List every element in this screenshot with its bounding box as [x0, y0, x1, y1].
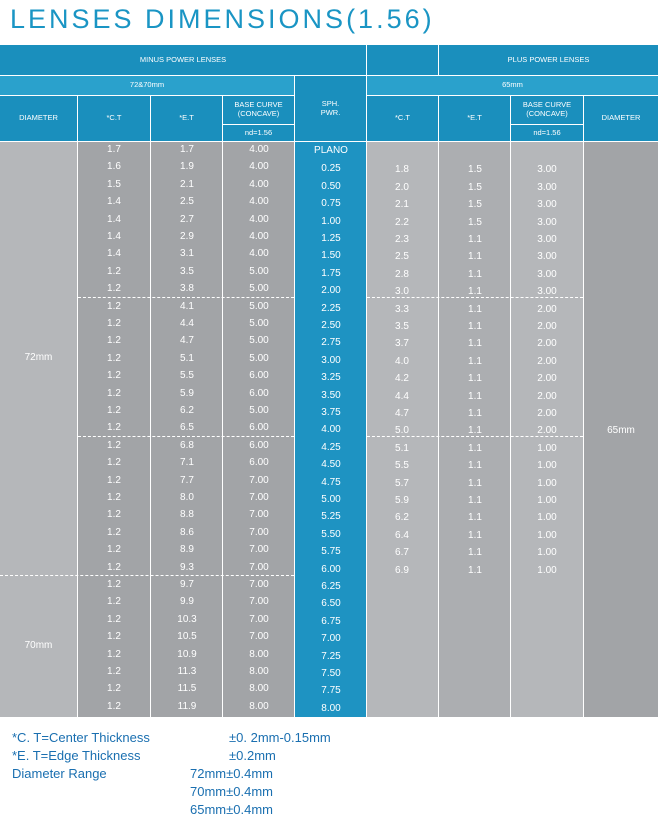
sph-power-value: 7.25: [321, 650, 341, 662]
minus-diameter-header: DIAMETER: [0, 96, 77, 141]
plus-ct-value: 3.0: [395, 286, 409, 298]
minus-base-curve-value: 5.00: [249, 335, 269, 347]
plus-base-curve-header: BASE CURVE (CONCAVE): [511, 96, 583, 124]
minus-base-curve-value: 5.00: [249, 352, 269, 364]
plus-base-curve-value: 3.00: [537, 268, 557, 280]
minus-ct-value: 1.2: [107, 457, 121, 469]
minus-ct-value: 1.7: [107, 144, 121, 155]
plus-ct-value: 2.3: [395, 234, 409, 245]
minus-ct-value: 1.2: [107, 613, 121, 625]
minus-et-value: 10.5: [177, 631, 197, 643]
plus-base-curve-value: 1.00: [537, 460, 557, 472]
plus-base-curve-value: 1.00: [537, 495, 557, 506]
minus-diameter-72: 72mm: [24, 352, 53, 363]
plus-base-curve-value: 1.00: [537, 512, 557, 524]
plus-ct-value: 6.2: [395, 512, 409, 524]
plus-ct-value: 1.8: [395, 164, 409, 176]
plus-ct-value: 2.5: [395, 251, 409, 263]
minus-et-value: 4.7: [180, 335, 194, 347]
minus-et-value: 11.3: [177, 666, 197, 677]
minus-et-value: 11.5: [177, 683, 197, 695]
sph-power-value: 3.50: [321, 389, 341, 401]
diameter-72-tolerance: 72mm±0.4mm: [190, 766, 273, 781]
minus-base-curve-value: 4.00: [249, 213, 269, 225]
plus-ct-value: 5.7: [395, 477, 409, 489]
plus-diameter-range: 65mm: [367, 76, 658, 95]
minus-ct-value: 1.2: [107, 422, 121, 434]
minus-ct-value: 1.2: [107, 370, 121, 382]
minus-ct-value: 1.4: [107, 213, 121, 225]
plus-ct-value: 4.7: [395, 408, 409, 419]
minus-base-curve-value: 4.00: [249, 231, 269, 242]
minus-power-header: MINUS POWER LENSES: [0, 45, 366, 75]
minus-base-curve-value: 4.00: [249, 196, 269, 208]
minus-base-curve-value: 5.00: [249, 318, 269, 329]
minus-et-value: 3.5: [180, 265, 194, 277]
plus-base-curve-value: 2.00: [537, 355, 557, 367]
plus-et-value: 1.1: [468, 373, 482, 385]
minus-base-curve-value: 7.00: [249, 613, 269, 625]
minus-base-curve-header: BASE CURVE (CONCAVE): [223, 96, 294, 124]
minus-ct-value: 1.6: [107, 161, 121, 173]
plus-base-curve-value: 3.00: [537, 251, 557, 263]
minus-ct-value: 1.2: [107, 631, 121, 643]
minus-base-curve-value: 7.00: [249, 474, 269, 486]
plus-diameter-65: 65mm: [607, 425, 635, 436]
plus-base-curve-value: 3.00: [537, 199, 557, 211]
plus-et-value: 1.5: [468, 164, 482, 176]
minus-et-value: 8.9: [180, 544, 194, 556]
plus-ct-value: 6.4: [395, 529, 409, 541]
minus-base-curve-value: 7.00: [249, 596, 269, 608]
minus-base-curve-value: 7.00: [249, 561, 269, 573]
plus-et-value: 1.1: [468, 477, 482, 489]
sph-power-value: 4.25: [321, 441, 341, 453]
minus-ct-value: 1.2: [107, 666, 121, 677]
minus-base-curve-value: 4.00: [249, 161, 269, 173]
plus-ct-value: 3.5: [395, 321, 409, 332]
minus-et-value: 3.1: [180, 248, 194, 260]
minus-base-curve-value: 7.00: [249, 631, 269, 643]
plus-et-value: 1.1: [468, 442, 482, 454]
minus-base-curve-value: 8.00: [249, 683, 269, 695]
plus-base-curve-value: 2.00: [537, 321, 557, 332]
sph-power-value: 7.50: [321, 668, 341, 679]
sph-power-value: 3.75: [321, 407, 341, 418]
ct-tolerance: ±0. 2mm-0.15mm: [229, 730, 331, 745]
minus-base-curve-value: 6.00: [249, 422, 269, 434]
minus-et-value: 9.9: [180, 596, 194, 608]
plus-ct-value: 2.8: [395, 268, 409, 280]
minus-et-header: *E.T: [151, 96, 222, 141]
plus-ct-value: 5.5: [395, 460, 409, 472]
minus-ct-value: 1.2: [107, 474, 121, 486]
minus-ct-value: 1.2: [107, 387, 121, 399]
sph-power-value: 4.00: [321, 424, 341, 436]
header-spacer: [367, 45, 438, 75]
plus-et-value: 1.1: [468, 529, 482, 541]
plus-base-curve-value: 2.00: [537, 408, 557, 419]
plus-ct-value: 4.2: [395, 373, 409, 385]
plus-et-value: 1.5: [468, 216, 482, 228]
minus-ct-value: 1.2: [107, 648, 121, 660]
minus-et-value: 2.7: [180, 213, 194, 225]
plus-et-value: 1.1: [468, 564, 482, 576]
sph-power-value: 2.75: [321, 337, 341, 349]
minus-base-curve-value: 5.00: [249, 300, 269, 312]
minus-et-value: 8.8: [180, 509, 194, 521]
minus-et-value: 4.4: [180, 318, 194, 329]
plus-ct-value: 4.4: [395, 390, 409, 402]
sph-power-value: 2.50: [321, 320, 341, 331]
minus-ct-value: 1.2: [107, 283, 121, 295]
plus-et-value: 1.1: [468, 495, 482, 506]
plus-base-curve-value: 1.00: [537, 442, 557, 454]
sph-power-value: 7.75: [321, 685, 341, 697]
minus-base-curve-value: 8.00: [249, 648, 269, 660]
minus-base-curve-value: 7.00: [249, 526, 269, 538]
minus-et-value: 7.7: [180, 474, 194, 486]
diameter-range-label: Diameter Range: [12, 766, 107, 781]
minus-ct-value: 1.2: [107, 300, 121, 312]
plus-et-value: 1.1: [468, 268, 482, 280]
minus-base-curve-value: 7.00: [249, 492, 269, 503]
sph-power-value: 1.75: [321, 267, 341, 279]
sph-power-value: 3.00: [321, 354, 341, 366]
plus-base-curve-value: 2.00: [537, 338, 557, 350]
plus-ct-value: 2.2: [395, 216, 409, 228]
sph-power-value: 0.75: [321, 198, 341, 210]
et-definition: *E. T=Edge Thickness: [12, 748, 141, 763]
notes-section: [12, 730, 652, 825]
minus-ct-value: 1.2: [107, 579, 121, 590]
minus-ct-value: 1.2: [107, 439, 121, 451]
sph-power-value: 6.75: [321, 615, 341, 627]
minus-et-value: 10.9: [177, 648, 197, 660]
minus-et-value: 6.5: [180, 422, 194, 434]
diameter-65-tolerance: 65mm±0.4mm: [190, 802, 273, 817]
plus-diameter-header: DIAMETER: [584, 96, 658, 141]
minus-diameter-70: 70mm: [24, 640, 53, 651]
sph-power-value: 0.25: [321, 163, 341, 175]
minus-et-value: 3.8: [180, 283, 194, 295]
sph-power-value: 2.25: [321, 302, 341, 314]
minus-et-value: 6.8: [180, 439, 194, 451]
minus-ct-value: 1.2: [107, 700, 121, 712]
plus-power-header: PLUS POWER LENSES: [439, 45, 658, 75]
plus-ct-value: 2.0: [395, 181, 409, 193]
minus-et-value: 2.9: [180, 231, 194, 242]
minus-et-value: 11.9: [177, 700, 197, 712]
sph-power-value: 0.50: [321, 180, 341, 192]
et-tolerance: ±0.2mm: [229, 748, 276, 763]
minus-base-curve-value: 5.00: [249, 405, 269, 416]
plus-base-curve-value: 1.00: [537, 529, 557, 541]
minus-ct-value: 1.4: [107, 231, 121, 242]
plus-et-value: 1.1: [468, 425, 482, 437]
sph-power-value: 1.25: [321, 233, 341, 244]
plus-et-value: 1.1: [468, 390, 482, 402]
minus-nd-header: nd=1.56: [223, 125, 294, 141]
sph-power-value: 7.00: [321, 633, 341, 645]
sph-power-value: 8.00: [321, 702, 341, 714]
plus-base-curve-value: 3.00: [537, 286, 557, 298]
sph-pwr-header: SPH. PWR.: [295, 76, 366, 141]
sph-power-value: 1.50: [321, 250, 341, 262]
plus-et-value: 1.1: [468, 251, 482, 263]
sph-power-value: 3.25: [321, 372, 341, 384]
minus-et-value: 7.1: [180, 457, 194, 469]
minus-et-value: 8.6: [180, 526, 194, 538]
minus-base-curve-value: 7.00: [249, 579, 269, 590]
row-separator: [0, 575, 294, 576]
sph-power-value: 5.50: [321, 528, 341, 540]
minus-ct-value: 1.2: [107, 405, 121, 416]
minus-base-curve-value: 6.00: [249, 370, 269, 382]
plus-et-value: 1.5: [468, 199, 482, 211]
minus-diameter-column: [0, 142, 77, 717]
minus-et-value: 1.7: [180, 144, 194, 155]
minus-et-value: 2.1: [180, 178, 194, 190]
plus-base-curve-value: 1.00: [537, 564, 557, 576]
minus-et-value: 9.3: [180, 561, 194, 573]
sph-power-value: 5.00: [321, 494, 341, 505]
minus-et-value: 1.9: [180, 161, 194, 173]
plus-et-value: 1.1: [468, 321, 482, 332]
minus-ct-value: 1.4: [107, 248, 121, 260]
plus-base-curve-value: 3.00: [537, 181, 557, 193]
minus-ct-value: 1.2: [107, 596, 121, 608]
diameter-70-tolerance: 70mm±0.4mm: [190, 784, 273, 799]
plus-ct-value: 5.0: [395, 425, 409, 437]
minus-base-curve-value: 6.00: [249, 439, 269, 451]
minus-ct-value: 1.2: [107, 561, 121, 573]
minus-ct-value: 1.2: [107, 544, 121, 556]
minus-ct-value: 1.2: [107, 352, 121, 364]
minus-ct-value: 1.2: [107, 318, 121, 329]
plus-et-value: 1.1: [468, 408, 482, 419]
plus-et-value: 1.5: [468, 181, 482, 193]
minus-base-curve-value: 5.00: [249, 265, 269, 277]
plus-ct-value: 3.3: [395, 303, 409, 315]
sph-power-value: 2.00: [321, 285, 341, 297]
plus-et-header: *E.T: [439, 96, 510, 141]
minus-base-curve-value: 8.00: [249, 700, 269, 712]
plus-et-value: 1.1: [468, 303, 482, 315]
minus-ct-value: 1.2: [107, 683, 121, 695]
minus-base-curve-value: 4.00: [249, 178, 269, 190]
minus-base-curve-value: 8.00: [249, 666, 269, 677]
minus-et-value: 4.1: [180, 300, 194, 312]
sph-power-value: 4.50: [321, 459, 341, 471]
minus-ct-value: 1.2: [107, 526, 121, 538]
minus-et-value: 5.5: [180, 370, 194, 382]
minus-ct-value: 1.2: [107, 509, 121, 521]
plus-et-value: 1.1: [468, 338, 482, 350]
plus-ct-value: 5.9: [395, 495, 409, 506]
plus-et-value: 1.1: [468, 512, 482, 524]
minus-et-value: 9.7: [180, 579, 194, 590]
minus-diameter-range: 72&70mm: [0, 76, 294, 95]
minus-et-value: 5.1: [180, 352, 194, 364]
plus-base-curve-value: 3.00: [537, 216, 557, 228]
plus-ct-value: 6.9: [395, 564, 409, 576]
sph-power-value: 6.00: [321, 563, 341, 575]
plus-base-curve-value: 1.00: [537, 547, 557, 559]
plus-base-curve-value: 2.00: [537, 390, 557, 402]
minus-et-value: 6.2: [180, 405, 194, 416]
sph-power-value: 6.50: [321, 598, 341, 610]
plus-et-value: 1.1: [468, 547, 482, 559]
plus-base-curve-value: 1.00: [537, 477, 557, 489]
plus-ct-value: 2.1: [395, 199, 409, 211]
minus-et-value: 10.3: [177, 613, 197, 625]
minus-ct-value: 1.4: [107, 196, 121, 208]
minus-ct-value: 1.5: [107, 178, 121, 190]
sph-power-value: PLANO: [314, 145, 348, 156]
minus-base-curve-value: 4.00: [249, 144, 269, 155]
plus-ct-value: 6.7: [395, 547, 409, 559]
sph-power-value: 5.75: [321, 546, 341, 558]
minus-et-value: 8.0: [180, 492, 194, 503]
plus-ct-header: *C.T: [367, 96, 438, 141]
ct-definition: *C. T=Center Thickness: [12, 730, 150, 745]
minus-base-curve-value: 7.00: [249, 509, 269, 521]
minus-base-curve-value: 6.00: [249, 457, 269, 469]
plus-base-curve-value: 2.00: [537, 303, 557, 315]
plus-base-curve-value: 2.00: [537, 373, 557, 385]
row-separator: [78, 297, 294, 298]
sph-power-value: 6.25: [321, 581, 341, 592]
sph-power-value: 4.75: [321, 476, 341, 488]
page-title: LENSES DIMENSIONS(1.56): [10, 4, 435, 34]
plus-base-curve-value: 3.00: [537, 234, 557, 245]
minus-ct-value: 1.2: [107, 335, 121, 347]
plus-nd-header: nd=1.56: [511, 125, 583, 141]
sph-power-value: 1.00: [321, 215, 341, 227]
plus-et-value: 1.1: [468, 234, 482, 245]
plus-base-curve-value: 2.00: [537, 425, 557, 437]
plus-ct-value: 4.0: [395, 355, 409, 367]
minus-base-curve-value: 4.00: [249, 248, 269, 260]
plus-base-curve-value: 3.00: [537, 164, 557, 176]
minus-base-curve-value: 5.00: [249, 283, 269, 295]
plus-et-value: 1.1: [468, 355, 482, 367]
plus-ct-value: 5.1: [395, 442, 409, 454]
plus-et-value: 1.1: [468, 460, 482, 472]
plus-ct-value: 3.7: [395, 338, 409, 350]
minus-ct-value: 1.2: [107, 265, 121, 277]
minus-et-value: 2.5: [180, 196, 194, 208]
lens-dimension-table: [0, 45, 658, 717]
minus-ct-value: 1.2: [107, 492, 121, 503]
row-separator: [78, 436, 294, 437]
minus-ct-header: *C.T: [78, 96, 150, 141]
minus-et-value: 5.9: [180, 387, 194, 399]
minus-base-curve-value: 6.00: [249, 387, 269, 399]
sph-power-value: 5.25: [321, 511, 341, 523]
minus-base-curve-value: 7.00: [249, 544, 269, 556]
plus-et-value: 1.1: [468, 286, 482, 298]
